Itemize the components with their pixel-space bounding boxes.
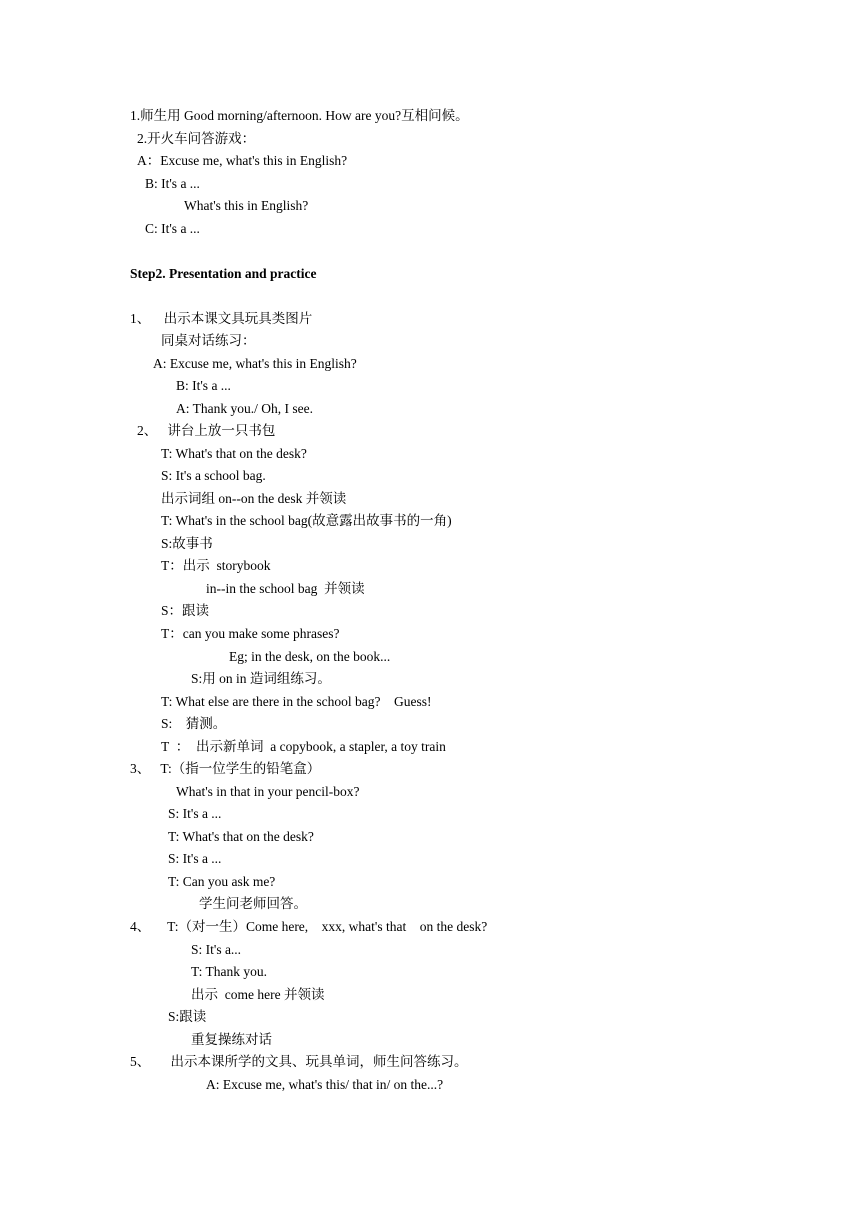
body-line: T ： 出示新单词 a copybook, a stapler, a toy train (161, 739, 446, 754)
body-line: T: What else are there in the school bag? Guess! (161, 694, 432, 709)
body-line: T: What's in the school bag(故意露出故事书的一角) (161, 513, 452, 528)
body-line: S：跟读 (161, 603, 210, 618)
body-line: 出示 come here 并领读 (191, 987, 325, 1002)
body-line: A: Thank you./ Oh, I see. (176, 401, 313, 416)
body-line: S: It's a... (191, 942, 242, 957)
body-line: 出示词组 on--on the desk 并领读 (161, 491, 347, 506)
body-line: S:用 on in 造词组练习。 (191, 671, 331, 686)
body-line: T: Can you ask me? (168, 874, 276, 889)
body-line: S: It's a school bag. (161, 468, 266, 483)
body-line: B: It's a ... (176, 378, 231, 393)
body-line: T: What's that on the desk? (161, 446, 307, 461)
body-line: A: Excuse me, what's this/ that in/ on the...? (206, 1077, 444, 1092)
intro-line-dialog-b: B: It's a ... (145, 176, 200, 191)
body-line: 3、 T:（指一位学生的铅笔盒） (130, 761, 321, 776)
body-line: 重复操练对话 (191, 1032, 272, 1047)
body-line: 同桌对话练习： (161, 333, 256, 348)
step2-heading: Step2. Presentation and practice (130, 266, 317, 281)
body-line: What's in that in your pencil-box? (176, 784, 360, 799)
intro-line-dialog-a: A：Excuse me, what's this in English? (137, 153, 348, 168)
body-line: S:故事书 (161, 536, 213, 551)
body-line: S:跟读 (168, 1009, 207, 1024)
body-line: S: 猜测。 (161, 716, 227, 731)
body-line: 1、 出示本课文具玩具类图片 (130, 311, 313, 326)
intro-line-train-game: 2.开火车问答游戏： (137, 131, 256, 146)
intro-line-dialog-question: What's this in English? (184, 198, 309, 213)
body-line: S: It's a ... (168, 851, 222, 866)
body-line: 4、 T:（对一生）Come here, xxx, what's that on the desk? (130, 919, 488, 934)
body-line: T: What's that on the desk? (168, 829, 314, 844)
body-line: 2、 讲台上放一只书包 (137, 423, 276, 438)
body-line: T: Thank you. (191, 964, 267, 979)
body-line: Eg; in the desk, on the book... (229, 649, 391, 664)
body-line: T：出示 storybook (161, 558, 271, 573)
body-line: S: It's a ... (168, 806, 222, 821)
body-line: T：can you make some phrases? (161, 626, 340, 641)
intro-line-dialog-c: C: It's a ... (145, 221, 200, 236)
intro-line-greeting: 1.师生用 Good morning/afternoon. How are you?互相问候。 (130, 108, 469, 123)
body-line: 学生问老师回答。 (199, 896, 307, 911)
body-line: in--in the school bag 并领读 (206, 581, 365, 596)
body-line: A: Excuse me, what's this in English? (153, 356, 357, 371)
body-line: 5、 出示本课所学的文具、玩具单词，师生问答练习。 (130, 1054, 468, 1069)
